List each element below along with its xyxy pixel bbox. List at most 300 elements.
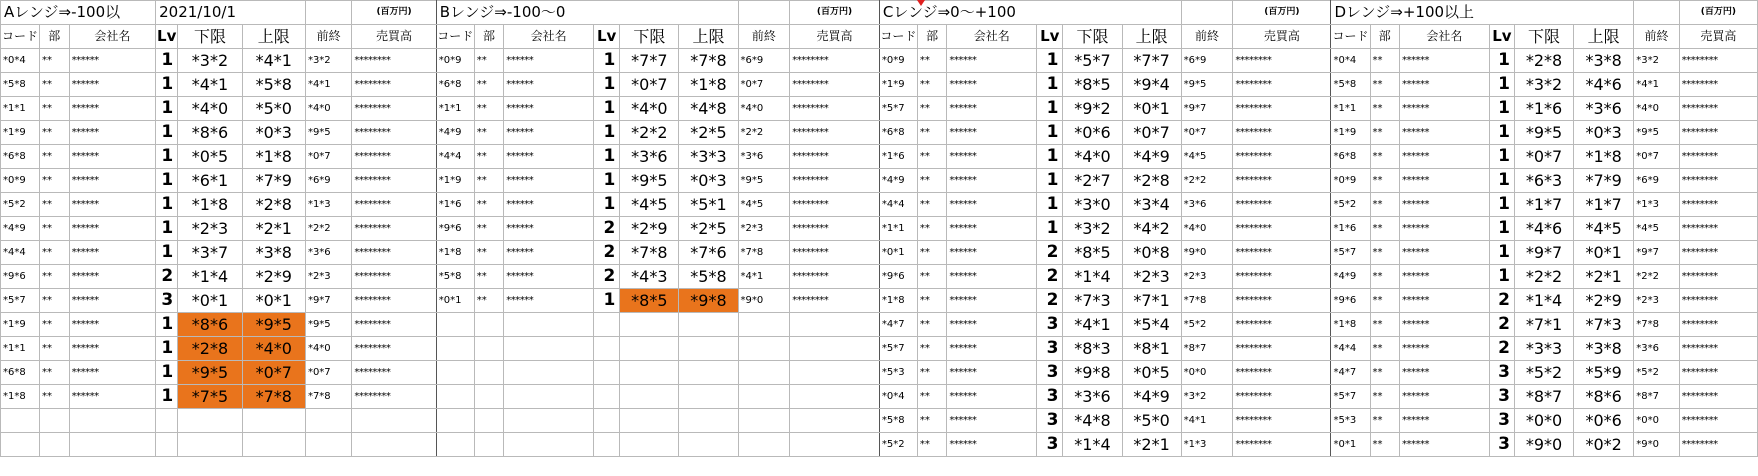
- empty-cell[interactable]: [474, 313, 504, 337]
- cell-b-company[interactable]: ******: [504, 49, 594, 73]
- cell-a-lv[interactable]: 1: [156, 97, 178, 121]
- empty-cell[interactable]: [620, 433, 679, 457]
- cell-c-prev[interactable]: *1*3: [1181, 433, 1233, 457]
- empty-cell[interactable]: [474, 385, 504, 409]
- cell-a-lv[interactable]: 3: [156, 289, 178, 313]
- cell-b-lv[interactable]: 1: [593, 121, 619, 145]
- empty-cell[interactable]: [620, 385, 679, 409]
- cell-c-prev[interactable]: *9*5: [1181, 73, 1233, 97]
- cell-a-lower[interactable]: *6*1: [178, 169, 242, 193]
- cell-d-company[interactable]: ******: [1400, 217, 1490, 241]
- cell-c-sales[interactable]: ********: [1233, 409, 1331, 433]
- empty-cell[interactable]: [178, 433, 242, 457]
- cell-a-prev[interactable]: *4*1: [305, 73, 351, 97]
- cell-a-prev[interactable]: *1*3: [305, 193, 351, 217]
- empty-cell[interactable]: [790, 433, 880, 457]
- empty-cell[interactable]: [679, 385, 738, 409]
- col-header-a-upper[interactable]: 上限: [242, 25, 305, 49]
- range-a-title[interactable]: Aレンジ⇒-100以: [1, 1, 156, 25]
- cell-a-dept[interactable]: **: [40, 241, 70, 265]
- cell-c-upper[interactable]: *5*0: [1122, 409, 1181, 433]
- cell-c-upper[interactable]: *2*3: [1122, 265, 1181, 289]
- cell-a-lower[interactable]: *4*1: [178, 73, 242, 97]
- cell-c-dept[interactable]: **: [917, 217, 947, 241]
- cell-b-lower[interactable]: *4*3: [620, 265, 679, 289]
- cell-c-sales[interactable]: ********: [1233, 121, 1331, 145]
- cell-a-sales[interactable]: ********: [352, 241, 436, 265]
- cell-d-upper[interactable]: *0*1: [1574, 241, 1634, 265]
- cell-c-company[interactable]: ******: [947, 49, 1037, 73]
- cell-d-code[interactable]: *5*7: [1331, 385, 1370, 409]
- col-header-c-upper[interactable]: 上限: [1122, 25, 1181, 49]
- cell-c-sales[interactable]: ********: [1233, 433, 1331, 457]
- cell-a-upper[interactable]: *1*8: [242, 145, 305, 169]
- cell-a-code[interactable]: *1*8: [1, 385, 40, 409]
- cell-c-dept[interactable]: **: [917, 337, 947, 361]
- cell-c-lower[interactable]: *4*1: [1063, 313, 1122, 337]
- cell-c-lower[interactable]: *5*7: [1063, 49, 1122, 73]
- empty-cell[interactable]: [738, 361, 790, 385]
- cell-d-lower[interactable]: *5*2: [1515, 361, 1574, 385]
- empty-cell[interactable]: [738, 385, 790, 409]
- cell-d-upper[interactable]: *0*6: [1574, 409, 1634, 433]
- cell-d-code[interactable]: *1*9: [1331, 121, 1370, 145]
- cell-a-dept[interactable]: **: [40, 289, 70, 313]
- blank-cell[interactable]: [305, 1, 351, 25]
- cell-d-lower[interactable]: *3*2: [1515, 73, 1574, 97]
- cell-d-code[interactable]: *6*8: [1331, 145, 1370, 169]
- cell-a-sales[interactable]: ********: [352, 313, 436, 337]
- cell-d-company[interactable]: ******: [1400, 337, 1490, 361]
- empty-cell[interactable]: [679, 337, 738, 361]
- cell-c-prev[interactable]: *2*3: [1181, 265, 1233, 289]
- cell-c-lv[interactable]: 1: [1037, 217, 1063, 241]
- empty-cell[interactable]: [790, 313, 880, 337]
- cell-d-company[interactable]: ******: [1400, 121, 1490, 145]
- cell-b-dept[interactable]: **: [474, 169, 504, 193]
- cell-a-sales[interactable]: ********: [352, 73, 436, 97]
- cell-d-sales[interactable]: ********: [1679, 169, 1757, 193]
- cell-d-lower[interactable]: *0*7: [1515, 145, 1574, 169]
- empty-cell[interactable]: [242, 409, 305, 433]
- cell-a-dept[interactable]: **: [40, 73, 70, 97]
- cell-a-company[interactable]: ******: [69, 145, 156, 169]
- cell-c-lower[interactable]: *8*5: [1063, 73, 1122, 97]
- cell-c-code[interactable]: *4*4: [879, 193, 917, 217]
- cell-b-company[interactable]: ******: [504, 217, 594, 241]
- cell-a-code[interactable]: *1*1: [1, 337, 40, 361]
- cell-c-company[interactable]: ******: [947, 409, 1037, 433]
- col-header-b-sales[interactable]: 売買高: [790, 25, 880, 49]
- cell-d-prev[interactable]: *9*7: [1634, 241, 1679, 265]
- empty-cell[interactable]: [436, 409, 474, 433]
- cell-b-sales[interactable]: ********: [790, 49, 880, 73]
- cell-c-dept[interactable]: **: [917, 265, 947, 289]
- empty-cell[interactable]: [593, 313, 619, 337]
- cell-d-code[interactable]: *1*8: [1331, 313, 1370, 337]
- cell-b-prev[interactable]: *3*6: [738, 145, 790, 169]
- cell-c-upper[interactable]: *4*9: [1122, 145, 1181, 169]
- cell-d-company[interactable]: ******: [1400, 241, 1490, 265]
- cell-b-lower[interactable]: *7*7: [620, 49, 679, 73]
- cell-d-lv[interactable]: 1: [1489, 193, 1514, 217]
- cell-a-dept[interactable]: **: [40, 193, 70, 217]
- cell-d-code[interactable]: *0*1: [1331, 433, 1370, 457]
- cell-d-dept[interactable]: **: [1370, 193, 1400, 217]
- cell-a-dept[interactable]: **: [40, 337, 70, 361]
- cell-c-sales[interactable]: ********: [1233, 73, 1331, 97]
- cell-a-sales[interactable]: ********: [352, 193, 436, 217]
- col-header-d-sales[interactable]: 売買高: [1679, 25, 1757, 49]
- cell-d-upper[interactable]: *4*5: [1574, 217, 1634, 241]
- cell-c-code[interactable]: *5*7: [879, 97, 917, 121]
- cell-d-prev[interactable]: *3*6: [1634, 337, 1679, 361]
- cell-c-sales[interactable]: ********: [1233, 361, 1331, 385]
- cell-b-company[interactable]: ******: [504, 73, 594, 97]
- cell-b-prev[interactable]: *0*7: [738, 73, 790, 97]
- cell-b-lower[interactable]: *2*2: [620, 121, 679, 145]
- cell-c-code[interactable]: *1*8: [879, 289, 917, 313]
- cell-a-sales[interactable]: ********: [352, 217, 436, 241]
- cell-d-lower[interactable]: *0*0: [1515, 409, 1574, 433]
- cell-b-upper[interactable]: *0*3: [679, 169, 738, 193]
- cell-a-company[interactable]: ******: [69, 193, 156, 217]
- cell-d-lower[interactable]: *8*7: [1515, 385, 1574, 409]
- col-header-b-upper[interactable]: 上限: [679, 25, 738, 49]
- cell-a-code[interactable]: *6*8: [1, 361, 40, 385]
- cell-c-lv[interactable]: 1: [1037, 121, 1063, 145]
- cell-a-lower[interactable]: *2*3: [178, 217, 242, 241]
- cell-d-upper[interactable]: *3*6: [1574, 97, 1634, 121]
- empty-cell[interactable]: [474, 337, 504, 361]
- cell-d-company[interactable]: ******: [1400, 265, 1490, 289]
- cell-d-sales[interactable]: ********: [1679, 145, 1757, 169]
- cell-c-upper[interactable]: *7*1: [1122, 289, 1181, 313]
- cell-b-prev[interactable]: *9*5: [738, 169, 790, 193]
- cell-b-sales[interactable]: ********: [790, 169, 880, 193]
- cell-a-lower[interactable]: *0*1: [178, 289, 242, 313]
- cell-b-sales[interactable]: ********: [790, 193, 880, 217]
- cell-a-lv[interactable]: 1: [156, 385, 178, 409]
- cell-b-prev[interactable]: *4*1: [738, 265, 790, 289]
- cell-a-upper[interactable]: *0*7: [242, 361, 305, 385]
- empty-cell[interactable]: [436, 385, 474, 409]
- cell-c-prev[interactable]: *0*0: [1181, 361, 1233, 385]
- cell-a-lv[interactable]: 2: [156, 265, 178, 289]
- cell-c-code[interactable]: *6*8: [879, 121, 917, 145]
- cell-d-lv[interactable]: 2: [1489, 337, 1514, 361]
- cell-d-sales[interactable]: ********: [1679, 97, 1757, 121]
- cell-a-upper[interactable]: *4*0: [242, 337, 305, 361]
- empty-cell[interactable]: [352, 409, 436, 433]
- cell-c-lower[interactable]: *4*0: [1063, 145, 1122, 169]
- empty-cell[interactable]: [593, 361, 619, 385]
- cell-a-lower[interactable]: *8*6: [178, 313, 242, 337]
- cell-d-lower[interactable]: *2*8: [1515, 49, 1574, 73]
- cell-c-upper[interactable]: *0*5: [1122, 361, 1181, 385]
- col-header-c-dept[interactable]: 部: [917, 25, 947, 49]
- cell-c-lower[interactable]: *3*2: [1063, 217, 1122, 241]
- cell-a-company[interactable]: ******: [69, 73, 156, 97]
- col-header-d-upper[interactable]: 上限: [1574, 25, 1634, 49]
- cell-d-lv[interactable]: 1: [1489, 49, 1514, 73]
- cell-c-lv[interactable]: 1: [1037, 97, 1063, 121]
- cell-b-company[interactable]: ******: [504, 289, 594, 313]
- cell-d-company[interactable]: ******: [1400, 385, 1490, 409]
- cell-b-company[interactable]: ******: [504, 193, 594, 217]
- cell-a-prev[interactable]: *2*2: [305, 217, 351, 241]
- cell-c-lv[interactable]: 1: [1037, 145, 1063, 169]
- cell-a-prev[interactable]: *9*7: [305, 289, 351, 313]
- cell-d-lv[interactable]: 2: [1489, 313, 1514, 337]
- empty-cell[interactable]: [593, 337, 619, 361]
- cell-d-dept[interactable]: **: [1370, 289, 1400, 313]
- cell-a-prev[interactable]: *9*5: [305, 121, 351, 145]
- cell-c-dept[interactable]: **: [917, 49, 947, 73]
- cell-d-code[interactable]: *5*2: [1331, 193, 1370, 217]
- cell-b-lower[interactable]: *9*5: [620, 169, 679, 193]
- cell-d-upper[interactable]: *8*6: [1574, 385, 1634, 409]
- cell-c-lv[interactable]: 3: [1037, 313, 1063, 337]
- cell-d-prev[interactable]: *0*7: [1634, 145, 1679, 169]
- col-header-b-lower[interactable]: 下限: [620, 25, 679, 49]
- col-header-a-code[interactable]: コード: [1, 25, 40, 49]
- cell-c-dept[interactable]: **: [917, 241, 947, 265]
- cell-d-sales[interactable]: ********: [1679, 385, 1757, 409]
- cell-b-lv[interactable]: 1: [593, 145, 619, 169]
- cell-a-prev[interactable]: *7*8: [305, 385, 351, 409]
- cell-c-lv[interactable]: 3: [1037, 361, 1063, 385]
- empty-cell[interactable]: [178, 409, 242, 433]
- cell-c-company[interactable]: ******: [947, 433, 1037, 457]
- cell-d-dept[interactable]: **: [1370, 49, 1400, 73]
- cell-d-dept[interactable]: **: [1370, 217, 1400, 241]
- cell-a-code[interactable]: *9*6: [1, 265, 40, 289]
- cell-a-company[interactable]: ******: [69, 265, 156, 289]
- cell-d-sales[interactable]: ********: [1679, 433, 1757, 457]
- cell-b-upper[interactable]: *7*8: [679, 49, 738, 73]
- cell-c-lower[interactable]: *1*4: [1063, 433, 1122, 457]
- cell-c-sales[interactable]: ********: [1233, 169, 1331, 193]
- cell-c-dept[interactable]: **: [917, 97, 947, 121]
- cell-d-company[interactable]: ******: [1400, 409, 1490, 433]
- cell-b-upper[interactable]: *5*1: [679, 193, 738, 217]
- cell-a-prev[interactable]: *4*0: [305, 97, 351, 121]
- cell-b-code[interactable]: *1*6: [436, 193, 474, 217]
- cell-c-dept[interactable]: **: [917, 193, 947, 217]
- cell-d-prev[interactable]: *2*2: [1634, 265, 1679, 289]
- cell-a-lower[interactable]: *8*6: [178, 121, 242, 145]
- blank-cell[interactable]: [1181, 1, 1233, 25]
- empty-cell[interactable]: [679, 409, 738, 433]
- cell-d-lv[interactable]: 2: [1489, 289, 1514, 313]
- cell-c-prev[interactable]: *7*8: [1181, 289, 1233, 313]
- col-header-d-dept[interactable]: 部: [1370, 25, 1400, 49]
- empty-cell[interactable]: [156, 409, 178, 433]
- cell-a-prev[interactable]: *9*5: [305, 313, 351, 337]
- cell-c-company[interactable]: ******: [947, 121, 1037, 145]
- cell-d-sales[interactable]: ********: [1679, 121, 1757, 145]
- cell-b-lv[interactable]: 1: [593, 97, 619, 121]
- cell-d-dept[interactable]: **: [1370, 145, 1400, 169]
- empty-cell[interactable]: [474, 361, 504, 385]
- empty-cell[interactable]: [593, 385, 619, 409]
- cell-b-upper[interactable]: *1*8: [679, 73, 738, 97]
- cell-d-dept[interactable]: **: [1370, 313, 1400, 337]
- empty-cell[interactable]: [474, 433, 504, 457]
- cell-a-prev[interactable]: *0*7: [305, 361, 351, 385]
- cell-c-prev[interactable]: *4*1: [1181, 409, 1233, 433]
- col-header-a-dept[interactable]: 部: [40, 25, 70, 49]
- cell-a-lower[interactable]: *3*2: [178, 49, 242, 73]
- empty-cell[interactable]: [436, 313, 474, 337]
- empty-cell[interactable]: [305, 433, 351, 457]
- cell-a-dept[interactable]: **: [40, 169, 70, 193]
- cell-b-sales[interactable]: ********: [790, 217, 880, 241]
- cell-d-company[interactable]: ******: [1400, 145, 1490, 169]
- cell-a-company[interactable]: ******: [69, 241, 156, 265]
- cell-a-dept[interactable]: **: [40, 121, 70, 145]
- cell-d-prev[interactable]: *2*3: [1634, 289, 1679, 313]
- cell-d-sales[interactable]: ********: [1679, 241, 1757, 265]
- empty-cell[interactable]: [790, 337, 880, 361]
- cell-c-prev[interactable]: *4*0: [1181, 217, 1233, 241]
- cell-a-lv[interactable]: 1: [156, 193, 178, 217]
- cell-b-lower[interactable]: *4*5: [620, 193, 679, 217]
- cell-a-lower[interactable]: *1*4: [178, 265, 242, 289]
- cell-a-sales[interactable]: ********: [352, 169, 436, 193]
- cell-b-code[interactable]: *6*8: [436, 73, 474, 97]
- cell-b-upper[interactable]: *2*5: [679, 217, 738, 241]
- cell-b-lv[interactable]: 1: [593, 73, 619, 97]
- cell-b-company[interactable]: ******: [504, 97, 594, 121]
- col-header-c-company[interactable]: 会社名: [947, 25, 1037, 49]
- empty-cell[interactable]: [436, 361, 474, 385]
- cell-b-prev[interactable]: *4*0: [738, 97, 790, 121]
- cell-b-dept[interactable]: **: [474, 73, 504, 97]
- cell-d-prev[interactable]: *5*2: [1634, 361, 1679, 385]
- cell-c-upper[interactable]: *7*7: [1122, 49, 1181, 73]
- cell-d-sales[interactable]: ********: [1679, 313, 1757, 337]
- cell-c-company[interactable]: ******: [947, 169, 1037, 193]
- cell-c-sales[interactable]: ********: [1233, 385, 1331, 409]
- cell-c-dept[interactable]: **: [917, 289, 947, 313]
- cell-c-sales[interactable]: ********: [1233, 49, 1331, 73]
- cell-c-sales[interactable]: ********: [1233, 241, 1331, 265]
- cell-b-sales[interactable]: ********: [790, 241, 880, 265]
- cell-b-sales[interactable]: ********: [790, 265, 880, 289]
- cell-b-upper[interactable]: *3*3: [679, 145, 738, 169]
- unit-label[interactable]: (百万円): [1233, 1, 1331, 25]
- cell-c-upper[interactable]: *2*8: [1122, 169, 1181, 193]
- cell-d-company[interactable]: ******: [1400, 361, 1490, 385]
- cell-d-prev[interactable]: *9*0: [1634, 433, 1679, 457]
- col-header-c-code[interactable]: コード: [879, 25, 917, 49]
- cell-b-dept[interactable]: **: [474, 241, 504, 265]
- range-b-title[interactable]: Bレンジ⇒-100～0: [436, 1, 738, 25]
- cell-c-code[interactable]: *4*7: [879, 313, 917, 337]
- cell-b-lv[interactable]: 2: [593, 217, 619, 241]
- cell-d-prev[interactable]: *0*0: [1634, 409, 1679, 433]
- cell-c-company[interactable]: ******: [947, 241, 1037, 265]
- cell-b-company[interactable]: ******: [504, 169, 594, 193]
- cell-a-dept[interactable]: **: [40, 97, 70, 121]
- cell-a-company[interactable]: ******: [69, 361, 156, 385]
- cell-c-prev[interactable]: *3*6: [1181, 193, 1233, 217]
- cell-d-prev[interactable]: *8*7: [1634, 385, 1679, 409]
- cell-d-lower[interactable]: *9*0: [1515, 433, 1574, 457]
- cell-b-lv[interactable]: 1: [593, 289, 619, 313]
- cell-a-lower[interactable]: *2*8: [178, 337, 242, 361]
- cell-b-company[interactable]: ******: [504, 121, 594, 145]
- cell-d-code[interactable]: *0*4: [1331, 49, 1370, 73]
- cell-d-lower[interactable]: *9*5: [1515, 121, 1574, 145]
- cell-d-dept[interactable]: **: [1370, 121, 1400, 145]
- cell-d-code[interactable]: *5*7: [1331, 241, 1370, 265]
- cell-d-upper[interactable]: *2*9: [1574, 289, 1634, 313]
- cell-b-lower[interactable]: *0*7: [620, 73, 679, 97]
- cell-a-lv[interactable]: 1: [156, 73, 178, 97]
- col-header-d-prev[interactable]: 前終: [1634, 25, 1679, 49]
- cell-b-company[interactable]: ******: [504, 241, 594, 265]
- cell-d-code[interactable]: *1*6: [1331, 217, 1370, 241]
- cell-c-upper[interactable]: *0*1: [1122, 97, 1181, 121]
- col-header-c-prev[interactable]: 前終: [1181, 25, 1233, 49]
- cell-a-sales[interactable]: ********: [352, 97, 436, 121]
- cell-d-dept[interactable]: **: [1370, 409, 1400, 433]
- cell-b-lv[interactable]: 2: [593, 241, 619, 265]
- col-header-b-dept[interactable]: 部: [474, 25, 504, 49]
- cell-c-prev[interactable]: *8*7: [1181, 337, 1233, 361]
- cell-d-upper[interactable]: *0*2: [1574, 433, 1634, 457]
- empty-cell[interactable]: [620, 313, 679, 337]
- cell-d-dept[interactable]: **: [1370, 385, 1400, 409]
- cell-c-code[interactable]: *5*3: [879, 361, 917, 385]
- cell-c-lv[interactable]: 1: [1037, 73, 1063, 97]
- cell-a-sales[interactable]: ********: [352, 49, 436, 73]
- cell-a-lv[interactable]: 1: [156, 241, 178, 265]
- cell-c-lv[interactable]: 3: [1037, 433, 1063, 457]
- cell-d-upper[interactable]: *1*7: [1574, 193, 1634, 217]
- cell-d-lower[interactable]: *7*1: [1515, 313, 1574, 337]
- empty-cell[interactable]: [790, 361, 880, 385]
- cell-a-upper[interactable]: *2*9: [242, 265, 305, 289]
- cell-d-lower[interactable]: *1*6: [1515, 97, 1574, 121]
- cell-d-sales[interactable]: ********: [1679, 337, 1757, 361]
- cell-a-prev[interactable]: *6*9: [305, 169, 351, 193]
- cell-a-sales[interactable]: ********: [352, 289, 436, 313]
- cell-b-prev[interactable]: *2*2: [738, 121, 790, 145]
- cell-c-dept[interactable]: **: [917, 385, 947, 409]
- cell-a-lv[interactable]: 1: [156, 313, 178, 337]
- cell-c-lower[interactable]: *9*2: [1063, 97, 1122, 121]
- cell-c-dept[interactable]: **: [917, 361, 947, 385]
- cell-a-lower[interactable]: *1*8: [178, 193, 242, 217]
- cell-c-dept[interactable]: **: [917, 73, 947, 97]
- cell-c-company[interactable]: ******: [947, 193, 1037, 217]
- cell-a-code[interactable]: *0*4: [1, 49, 40, 73]
- cell-d-prev[interactable]: *1*3: [1634, 193, 1679, 217]
- range-d-title[interactable]: Dレンジ⇒+100以上: [1331, 1, 1634, 25]
- cell-d-company[interactable]: ******: [1400, 97, 1490, 121]
- cell-b-lower[interactable]: *4*0: [620, 97, 679, 121]
- unit-label[interactable]: (百万円): [1679, 1, 1757, 25]
- cell-a-company[interactable]: ******: [69, 49, 156, 73]
- cell-a-upper[interactable]: *2*1: [242, 217, 305, 241]
- cell-d-lower[interactable]: *1*7: [1515, 193, 1574, 217]
- cell-a-lower[interactable]: *7*5: [178, 385, 242, 409]
- cell-c-upper[interactable]: *9*4: [1122, 73, 1181, 97]
